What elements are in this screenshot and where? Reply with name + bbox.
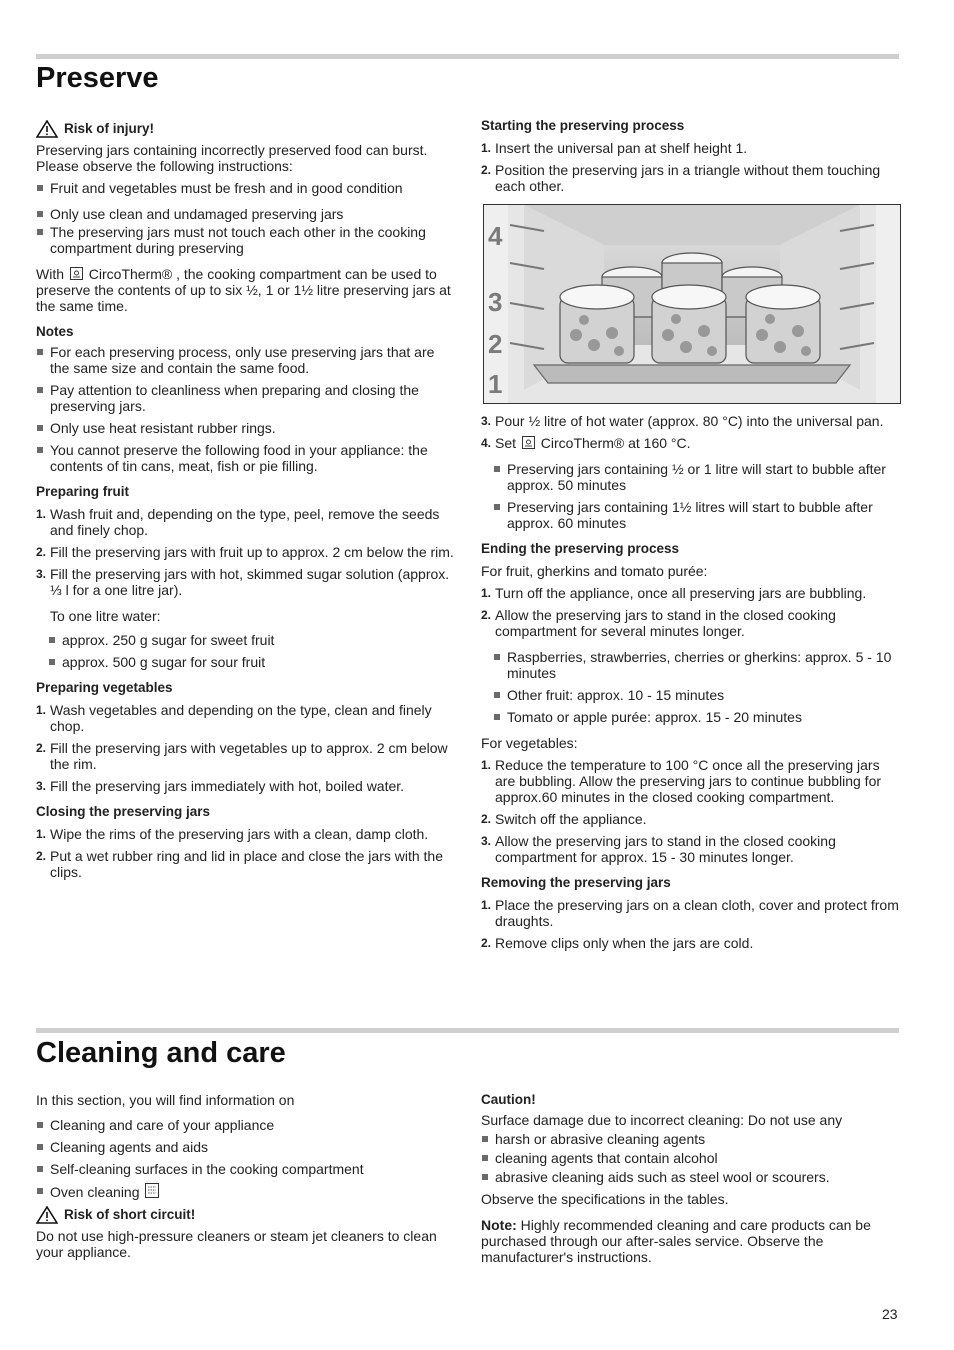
list-item: You cannot preserve the following food in your appliance: the contents of tin cans, meat, fish or pie filling.	[36, 442, 456, 474]
step-item: 2. Fill the preserving jars with fruit up to approx. 2 cm below the rim.	[36, 544, 454, 560]
shelf-label-4: 4	[488, 221, 503, 251]
step-item: 3. Fill the preserving jars with hot, skimmed sugar solution (approx. ⅓ l for a one litre jar).	[36, 566, 450, 598]
list-item: Other fruit: approx. 10 - 15 minutes	[493, 687, 901, 703]
list-item: For each preserving process, only use preserving jars that are the same size and contain the same food.	[36, 344, 456, 376]
list-item: Cleaning and care of your appliance	[36, 1117, 456, 1133]
cleaning-topics-list	[36, 1117, 456, 1200]
step-item: 2. Position the preserving jars in a triangle without them touching each other.	[481, 162, 881, 194]
warning-icon	[36, 1206, 58, 1224]
fruit-steps	[36, 506, 456, 598]
oven-illustration-svg	[484, 205, 900, 403]
risk-short-circuit-heading	[36, 1206, 456, 1224]
to-one-litre-text: To one litre water:	[50, 608, 161, 624]
preserve-right-column	[481, 118, 901, 200]
list-item: Cleaning agents and aids	[36, 1139, 456, 1155]
step-item: 1. Turn off the appliance, once all preserving jars are bubbling.	[481, 585, 867, 601]
closing-jars-heading: Closing the preserving jars	[36, 804, 211, 819]
note-text: Highly recommended cleaning and care products can be purchased through our after-sales service. Observe the manufacturer's instructions.	[481, 1217, 871, 1265]
shelf-label-2: 2	[488, 329, 503, 359]
risk-list	[36, 180, 456, 256]
list-item: Pay attention to cleanliness when preparing and closing the preserving jars.	[36, 382, 456, 414]
preserve-title: Preserve	[36, 62, 159, 94]
notes-heading: Notes	[36, 324, 74, 339]
notes-list	[36, 344, 456, 474]
note-paragraph	[481, 1217, 901, 1265]
preparing-fruit-heading: Preparing fruit	[36, 484, 130, 499]
list-item: Self-cleaning surfaces in the cooking compartment	[36, 1161, 456, 1177]
step-item: 4. Set CircoTherm® at 160 °C.	[481, 435, 691, 451]
list-item: Raspberries, strawberries, cherries or gherkins: approx. 5 - 10 minutes	[493, 649, 901, 681]
list-item: Only use heat resistant rubber rings.	[36, 420, 456, 436]
cleaning-intro: In this section, you will find information on	[36, 1092, 295, 1108]
oven-jars-illustration	[483, 204, 901, 404]
preparing-vegetables-heading: Preparing vegetables	[36, 680, 173, 695]
bubble-list	[493, 461, 901, 531]
warning-icon	[36, 120, 58, 138]
starting-steps	[481, 140, 901, 194]
step-item: 1. Insert the universal pan at shelf height 1.	[481, 140, 748, 156]
ending-intro: For fruit, gherkins and tomato purée:	[481, 563, 708, 579]
removing-steps	[481, 897, 901, 951]
veg-end-steps	[481, 757, 901, 865]
step-item: 1. Wash fruit and, depending on the type, peel, remove the seeds and finely chop.	[36, 506, 440, 538]
starting-steps-continued	[481, 413, 901, 451]
step-item: 2. Put a wet rubber ring and lid in place and close the jars with the clips.	[36, 848, 444, 880]
ending-steps	[481, 585, 901, 639]
caution-heading: Caution!	[481, 1092, 536, 1107]
ending-process-heading: Ending the preserving process	[481, 541, 680, 556]
page-number: 23	[882, 1306, 898, 1322]
list-item: The preserving jars must not touch each other in the cooking compartment during preserving	[36, 224, 456, 256]
cleaning-left-column	[36, 1092, 456, 1260]
risk-injury-title: Risk of injury!	[64, 121, 155, 136]
step-item: 2. Switch off the appliance.	[481, 811, 647, 827]
observe-text: Observe the specifications in the tables.	[481, 1191, 729, 1207]
cleaning-title: Cleaning and care	[36, 1037, 286, 1069]
list-item: Preserving jars containing 1½ litres will start to bubble after approx. 60 minutes	[493, 499, 901, 531]
step-item: 1. Wash vegetables and depending on the type, clean and finely chop.	[36, 702, 432, 734]
shelf-label-1: 1	[488, 369, 503, 399]
list-item: Oven cleaning	[36, 1183, 456, 1200]
list-item: cleaning agents that contain alcohol	[481, 1150, 901, 1166]
step-item: 3. Fill the preserving jars immediately with hot, boiled water.	[36, 778, 405, 794]
ending-times-list	[493, 649, 901, 725]
risk-short-circuit-text: Do not use high-pressure cleaners or steam jet cleaners to clean your appliance.	[36, 1228, 437, 1260]
step-item: 1. Wipe the rims of the preserving jars with a clean, damp cloth.	[36, 826, 429, 842]
list-item: abrasive cleaning aids such as steel wool or scourers.	[481, 1169, 901, 1185]
list-item: approx. 500 g sugar for sour fruit	[48, 654, 456, 670]
section-rule-preserve	[36, 54, 899, 59]
step-item: 1. Place the preserving jars on a clean cloth, cover and protect from draughts.	[481, 897, 899, 929]
note-label: Note:	[481, 1217, 517, 1233]
for-vegetables-text: For vegetables:	[481, 735, 578, 751]
risk-short-circuit-title: Risk of short circuit!	[64, 1207, 196, 1222]
caution-list	[481, 1131, 901, 1185]
cleaning-right-column	[481, 1092, 901, 1265]
removing-jars-heading: Removing the preserving jars	[481, 875, 671, 890]
veg-steps	[36, 702, 456, 794]
circotherm-icon	[522, 436, 535, 449]
list-item: Tomato or apple purée: approx. 15 - 20 minutes	[493, 709, 901, 725]
list-item: harsh or abrasive cleaning agents	[481, 1131, 901, 1147]
list-item: Preserving jars containing ½ or 1 litre will start to bubble after approx. 50 minutes	[493, 461, 901, 493]
risk-injury-text: Preserving jars containing incorrectly preserved food can burst. Please observe the following instructions:	[36, 142, 428, 174]
caution-text: Surface damage due to incorrect cleaning: Do not use any	[481, 1112, 843, 1128]
risk-injury-heading	[36, 120, 456, 138]
step-item: 1. Reduce the temperature to 100 °C once all the preserving jars are bubbling. Allow the preserving jars to continue bubbling for approx.60 minutes in the closed cooking compartment.	[481, 757, 882, 805]
shelf-label-3: 3	[488, 287, 503, 317]
preserve-left-column	[36, 120, 456, 886]
with-circotherm-text: With CircoTherm® , the cooking compartment can be used to preserve the contents of up to six ½, 1 or 1½ litre preserving jars at the same time.	[36, 266, 451, 314]
step-item: 2. Remove clips only when the jars are cold.	[481, 935, 754, 951]
starting-process-heading: Starting the preserving process	[481, 118, 685, 133]
step-item: 2. Allow the preserving jars to stand in the closed cooking compartment for several minutes longer.	[481, 607, 836, 639]
list-item: Fruit and vegetables must be fresh and in good condition	[36, 180, 456, 196]
closing-steps	[36, 826, 456, 880]
list-item: Only use clean and undamaged preserving jars	[36, 206, 456, 222]
section-rule-cleaning	[36, 1028, 899, 1033]
circotherm-icon	[70, 267, 83, 280]
preserve-right-column-lower	[481, 413, 901, 957]
step-item: 2. Fill the preserving jars with vegetables up to approx. 2 cm below the rim.	[36, 740, 448, 772]
step-item: 3. Pour ½ litre of hot water (approx. 80 °C) into the universal pan.	[481, 413, 884, 429]
step-item: 3. Allow the preserving jars to stand in the closed cooking compartment for approx. 15 - 30 minutes longer.	[481, 833, 836, 865]
oven-cleaning-icon	[145, 1183, 159, 1198]
list-item: approx. 250 g sugar for sweet fruit	[48, 632, 456, 648]
sugar-list	[48, 632, 456, 670]
